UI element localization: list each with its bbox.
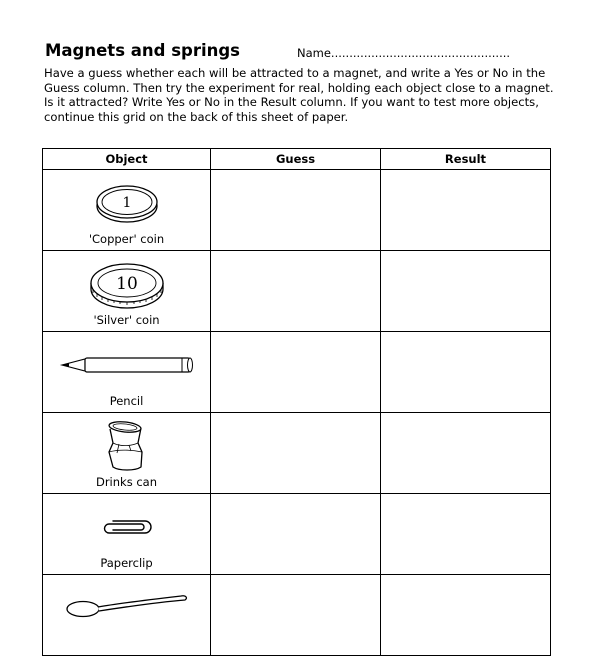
header-row xyxy=(43,149,551,170)
object-cell xyxy=(43,332,211,413)
result-cell[interactable] xyxy=(381,170,551,251)
object-label: Drinks can xyxy=(95,475,158,489)
guess-cell[interactable] xyxy=(211,170,381,251)
object-cell xyxy=(43,170,211,251)
column-header-guess: Guess xyxy=(211,149,381,170)
drinks-can-icon xyxy=(105,419,149,473)
pencil-icon xyxy=(59,353,195,377)
table-row xyxy=(43,413,551,494)
page-title: Magnets and springs xyxy=(45,41,240,60)
silver-coin-icon xyxy=(87,259,167,309)
result-cell[interactable] xyxy=(381,494,551,575)
object-cell xyxy=(43,575,211,656)
column-header-object: Object xyxy=(43,149,211,170)
object-label: 'Silver' coin xyxy=(93,313,160,327)
result-cell[interactable] xyxy=(381,575,551,656)
table-row xyxy=(43,332,551,413)
coin-value-text: 10 xyxy=(115,274,138,294)
guess-cell[interactable] xyxy=(211,332,381,413)
paperclip-icon xyxy=(99,516,155,538)
coin-value-text: 1 xyxy=(122,195,131,211)
result-cell[interactable] xyxy=(381,332,551,413)
table-row xyxy=(43,575,551,656)
object-label: Pencil xyxy=(109,394,144,408)
guess-cell[interactable] xyxy=(211,494,381,575)
result-cell[interactable] xyxy=(381,251,551,332)
guess-cell[interactable] xyxy=(211,413,381,494)
instructions: Have a guess whether each will be attracted to a magnet, and write a Yes or No in the Guess column. Then try the experiment for real, holding each object close to a magnet. Is it attracted? Write Yes or No in the Result column. If you want to test more objects, continue this grid on the back of this sheet of paper. xyxy=(44,66,554,124)
table-row xyxy=(43,170,551,251)
column-header-result: Result xyxy=(381,149,551,170)
table-row xyxy=(43,494,551,575)
guess-cell[interactable] xyxy=(211,251,381,332)
object-label: 'Copper' coin xyxy=(88,232,165,246)
spoon-icon xyxy=(65,593,189,619)
copper-coin-icon xyxy=(92,181,162,225)
guess-cell[interactable] xyxy=(211,575,381,656)
result-cell[interactable] xyxy=(381,413,551,494)
object-cell xyxy=(43,494,211,575)
object-cell xyxy=(43,251,211,332)
object-cell xyxy=(43,413,211,494)
table-row xyxy=(43,251,551,332)
object-label: Paperclip xyxy=(100,556,153,570)
results-grid xyxy=(42,148,551,656)
name-field-line: Name................................................. xyxy=(297,46,511,60)
